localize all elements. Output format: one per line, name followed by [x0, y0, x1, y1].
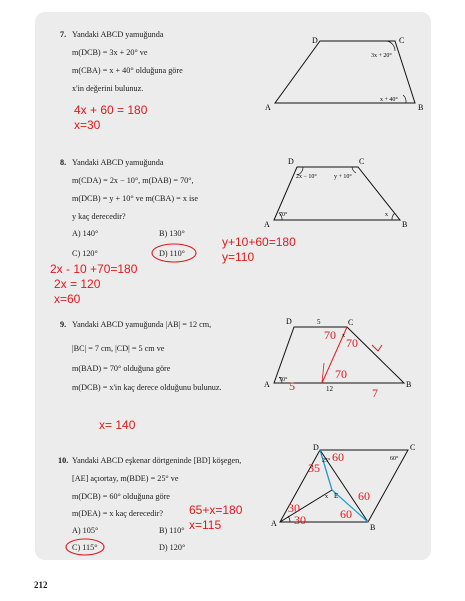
question-number: 10.	[58, 456, 69, 465]
handwritten-note: 2x - 10 +70=180	[50, 262, 138, 276]
handwritten-note: x=60	[54, 292, 81, 306]
option-d[interactable]: D) 110°	[159, 249, 185, 258]
handwritten-note: x=115	[189, 518, 222, 532]
option-d[interactable]: D) 120°	[159, 543, 186, 552]
vertex-label: A	[265, 103, 271, 112]
question-number: 7.	[60, 30, 67, 39]
trapezoid-figure	[260, 35, 430, 115]
handwritten-note: 60	[332, 450, 344, 464]
question-number: 8.	[60, 158, 67, 167]
handwritten-note: 7	[372, 386, 378, 400]
vertex-label: C	[359, 157, 365, 166]
angle-label: y + 10°	[334, 174, 352, 180]
handwritten-note: 60	[358, 489, 370, 503]
angle-label: x	[325, 494, 328, 500]
handwritten-note: 35	[308, 461, 320, 475]
question-text: m(DCB) = y + 10° ve m(CBA) = x ise	[72, 194, 199, 203]
question-text: m(BAD) = 70° olduğuna göre	[72, 364, 171, 373]
length-label: 5	[317, 318, 321, 326]
vertex-label: A	[264, 220, 270, 229]
option-c[interactable]: C) 115°	[72, 543, 98, 552]
angle-label: 2x − 10°	[296, 174, 317, 180]
handwritten-note: y+10+60=180	[222, 235, 296, 249]
question-text: m(DCB) = x'in kaç derece olduğunu bulunuz.	[72, 383, 222, 392]
question-text: m(CBA) = x + 40° olduğuna göre	[72, 66, 183, 75]
handwritten-note: 70	[346, 336, 358, 350]
vertex-label: C	[399, 36, 405, 45]
handwritten-note: 65+x=180	[189, 503, 243, 517]
page-number: 212	[34, 580, 48, 590]
handwritten-note: 30	[288, 501, 300, 515]
handwritten-note: 60	[340, 507, 352, 521]
question-text: y kaç derecedir?	[72, 212, 126, 221]
question-number: 9.	[60, 320, 67, 329]
vertex-label: D	[313, 443, 319, 452]
vertex-label: E	[334, 492, 339, 500]
vertex-label: C	[348, 318, 354, 327]
handwritten-note: 5	[289, 379, 295, 393]
handwritten-note: 30	[294, 513, 306, 527]
option-a[interactable]: A) 105°	[72, 526, 99, 535]
angle-label: 3x + 20°	[371, 53, 392, 59]
angle-label: 60°	[390, 456, 399, 462]
handwritten-note: 4x + 60 = 180	[74, 103, 148, 117]
trapezoid-figure	[262, 155, 412, 230]
angle-label: 70°	[279, 377, 288, 383]
option-b[interactable]: B) 130°	[159, 229, 185, 238]
question-text: Yandaki ABCD yamuğunda |AB| = 12 cm,	[72, 320, 212, 329]
vertex-label: D	[312, 36, 318, 45]
question-text: x'in değerini bulunuz.	[72, 84, 144, 93]
vertex-label: B	[406, 380, 412, 389]
question-text: m(DEA) = x kaç derecedir?	[72, 509, 163, 518]
answer-circle	[64, 537, 106, 557]
question-text: m(DCB) = 3x + 20° ve	[72, 48, 148, 57]
vertex-label: C	[410, 443, 416, 452]
option-c[interactable]: C) 120°	[72, 249, 98, 258]
question-text: m(DCB) = 60° olduğuna göre	[72, 492, 170, 501]
trapezoid-figure	[262, 315, 422, 400]
vertex-label: B	[418, 103, 424, 112]
handwritten-note: y=110	[222, 250, 255, 264]
vertex-label: D	[286, 317, 292, 326]
handwritten-note: 70	[335, 367, 347, 381]
vertex-label: A	[271, 519, 277, 528]
vertex-label: D	[288, 157, 294, 166]
vertex-label: A	[264, 380, 270, 389]
answer-circle	[150, 242, 198, 264]
handwritten-note: 70	[324, 328, 336, 342]
rhombus-figure	[270, 440, 425, 540]
angle-label: x	[385, 212, 388, 218]
handwritten-note: x=30	[74, 118, 101, 132]
angle-label: x	[342, 333, 345, 339]
option-a[interactable]: A) 140°	[72, 229, 99, 238]
vertex-label: B	[402, 220, 408, 229]
question-text: |BC| = 7 cm, |CD| = 5 cm ve	[72, 344, 165, 353]
length-label: 12	[326, 385, 333, 393]
handwritten-answer: x= 140	[99, 418, 136, 432]
question-text: Yandaki ABCD yamuğunda	[72, 158, 164, 167]
question-text: m(CDA) = 2x − 10°, m(DAB) = 70°,	[72, 176, 194, 185]
handwritten-note: 2x = 120	[54, 277, 101, 291]
question-text: Yandaki ABCD yamuğunda	[72, 30, 164, 39]
option-b[interactable]: B) 110°	[159, 526, 185, 535]
question-text: Yandaki ABCD eşkenar dörtgeninde [BD] köşegen,	[72, 456, 242, 465]
question-text: [AE] açıortay, m(BDE) = 25° ve	[72, 474, 179, 483]
vertex-label: B	[370, 523, 376, 532]
angle-label: 70°	[279, 212, 288, 218]
angle-label: x + 40°	[380, 97, 398, 103]
angle-label: 25°	[322, 458, 331, 464]
